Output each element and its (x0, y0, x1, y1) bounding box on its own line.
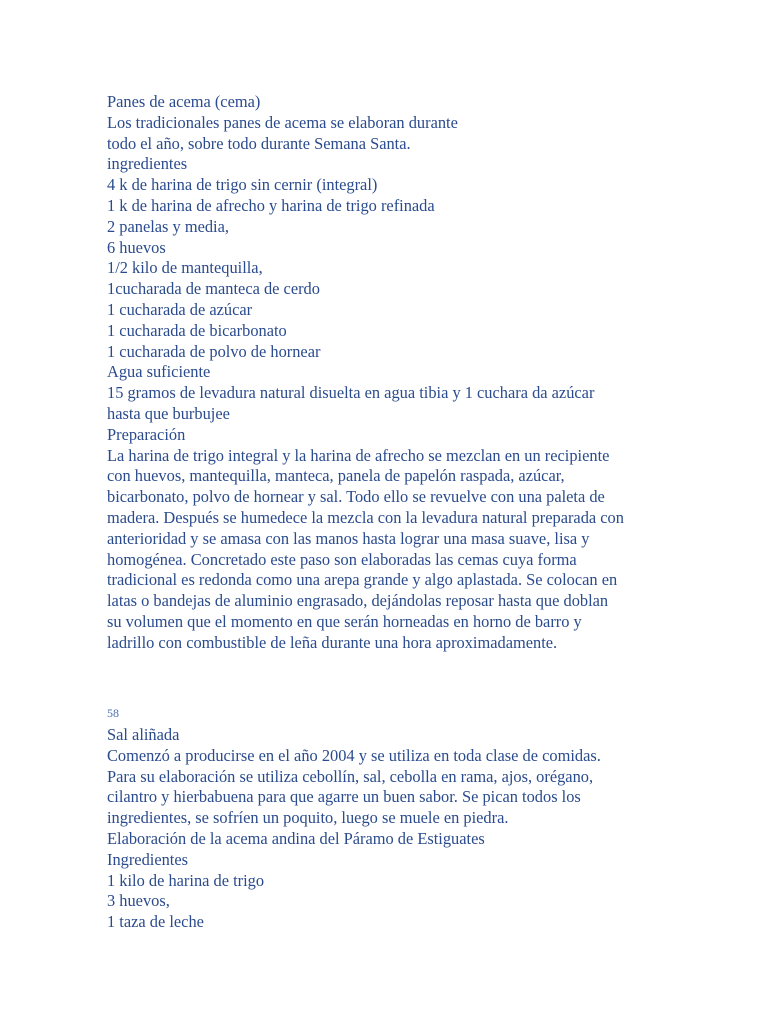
ingredients-heading: Ingredientes (107, 849, 189, 869)
preparation-line: anterioridad y se amasa con las manos hasta lograr una masa suave, lisa y (107, 528, 590, 548)
section-title: Elaboración de la acema andina del Páramo de Estiguates (107, 828, 485, 848)
ingredient-item: 3 huevos, (107, 891, 170, 911)
preparation-line: ladrillo con combustible de leña durante una hora aproximadamente. (107, 632, 558, 652)
intro-line: todo el año, sobre todo durante Semana Santa. (107, 133, 411, 153)
body-line: Comenzó a producirse en el año 2004 y se utiliza en toda clase de comidas. (107, 745, 601, 765)
ingredient-item: 1cucharada de manteca de cerdo (107, 279, 320, 299)
preparation-line: latas o bandejas de aluminio engrasado, dejándolas reposar hasta que doblan (107, 591, 609, 611)
preparation-line: bicarbonato, polvo de hornear y sal. Todo ello se revuelve con una paleta de (107, 487, 605, 507)
preparation-heading: Preparación (107, 424, 186, 444)
ingredient-item: 1 k de harina de afrecho y harina de trigo refinada (107, 195, 435, 215)
ingredient-item: Agua suficiente (107, 362, 211, 382)
preparation-line: su volumen que el momento en que serán horneadas en horno de barro y (107, 611, 582, 631)
ingredient-item: 1 cucharada de azúcar (107, 299, 253, 319)
intro-line: Los tradicionales panes de acema se elaboran durante (107, 112, 458, 132)
ingredient-item: 1 cucharada de polvo de hornear (107, 341, 321, 361)
recipe-title: Sal aliñada (107, 725, 180, 744)
body-line: ingredientes, se sofríen un poquito, luego se muele en piedra. (107, 808, 509, 828)
preparation-line: madera. Después se humedece la mezcla con la levadura natural preparada con (107, 507, 624, 527)
body-line: cilantro y hierbabuena para que agarre un buen sabor. Se pican todos los (107, 787, 581, 807)
ingredient-item: 1/2 kilo de mantequilla, (107, 258, 263, 278)
preparation-line: La harina de trigo integral y la harina de afrecho se mezclan en un recipiente (107, 445, 610, 465)
page-number: 58 (107, 706, 119, 720)
ingredient-item: 1 taza de leche (107, 912, 204, 932)
ingredient-item: 2 panelas y media, (107, 216, 229, 236)
ingredient-item: 15 gramos de levadura natural disuelta en agua tibia y 1 cuchara da azúcar (107, 383, 595, 403)
recipe-title: Panes de acema (cema) (107, 92, 261, 111)
recipe-sal-alinada (107, 725, 707, 933)
preparation-line: tradicional es redonda como una arepa grande y algo aplastada. Se colocan en (107, 570, 618, 590)
body-line: Para su elaboración se utiliza cebollín, sal, cebolla en rama, ajos, orégano, (107, 766, 594, 786)
preparation-line: con huevos, mantequilla, manteca, panela de papelón raspada, azúcar, (107, 466, 565, 486)
ingredient-item: hasta que burbujee (107, 403, 230, 423)
preparation-line: homogénea. Concretado este paso son elaboradas las cemas cuya forma (107, 549, 577, 569)
ingredient-item: 1 kilo de harina de trigo (107, 870, 265, 890)
ingredient-item: 6 huevos (107, 237, 166, 257)
recipe-panes-de-acema (107, 92, 707, 654)
ingredient-item: 4 k de harina de trigo sin cernir (integral) (107, 175, 378, 195)
ingredients-heading: ingredientes (107, 154, 188, 174)
ingredient-item: 1 cucharada de bicarbonato (107, 320, 287, 340)
